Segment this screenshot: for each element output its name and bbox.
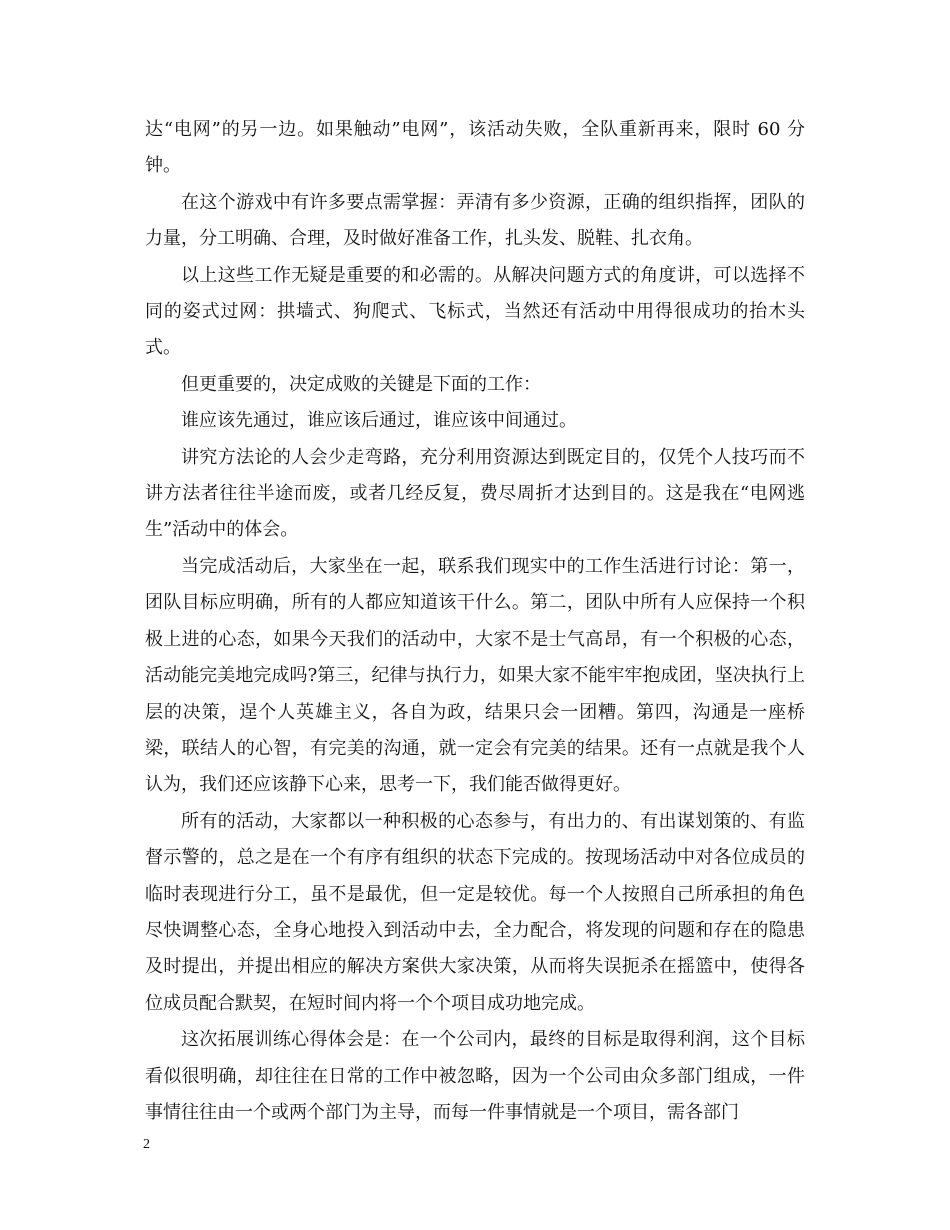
paragraph: 讲究方法论的人会少走弯路，充分利用资源达到既定目的，仅凭个人技巧而不讲方法者往往半途而废，或者几经反复，费尽周折才达到目的。这是我在“电网逃生”活动中的体会。 bbox=[145, 446, 805, 541]
paragraph: 当完成活动后，大家坐在一起，联系我们现实中的工作生活进行讨论：第一，团队目标应明确，所有的人都应知道该干什么。第二，团队中所有人应保持一个积极上进的心态，如果今天我们的活动中，大家不是士气高昂，有一个积极的心态，活动能完美地完成吗?第三，纪律与执行力，如果大家不能牢牢抱成团，坚决执行上层的决策，逞个人英雄主义，各自为政，结果只会一团糟。第四，沟通是一座桥梁，联结人的心智，有完美的沟通，就一定会有完美的结果。还有一点就是我个人认为，我们还应该静下心来，思考一下，我们能否做得更好。 bbox=[145, 555, 805, 796]
paragraph: 所有的活动，大家都以一种积极的心态参与，有出力的、有出谋划策的、有监督示警的，总之是在一个有序有组织的状态下完成的。按现场活动中对各位成员的临时表现进行分工，虽不是最优，但一定是较优。每一个人按照自己所承担的角色尽快调整心态，全身心地投入到活动中去，全力配合，将发现的问题和存在的隐患及时提出，并提出相应的解决方案供大家决策，从而将失误扼杀在摇篮中，使得各位成员配合默契，在短时间内将一个个项目成功地完成。 bbox=[145, 810, 805, 1014]
paragraph-continuation: 达“电网”的另一边。如果触动”电网”，该活动失败，全队重新再来，限时 60 分钟。 bbox=[145, 119, 805, 177]
paragraph: 谁应该先通过，谁应该后通过，谁应该中间通过。 bbox=[181, 410, 577, 432]
paragraph: 以上这些工作无疑是重要的和必需的。从解决问题方式的角度讲，可以选择不同的姿式过网：拱墙式、狗爬式、飞标式，当然还有活动中用得很成功的抬木头式。 bbox=[145, 264, 805, 359]
paragraph: 这次拓展训练心得体会是：在一个公司内，最终的目标是取得利润，这个目标看似很明确，却往往在日常的工作中被忽略，因为一个公司由众多部门组成，一件事情往往由一个或两个部门为主导，而每一件事情就是一个项目，需各部门 bbox=[145, 1029, 805, 1123]
paragraph: 在这个游戏中有许多要点需掌握：弄清有多少资源，正确的组织指挥，团队的力量，分工明确、合理，及时做好准备工作，扎头发、脱鞋、扎衣角。 bbox=[145, 191, 805, 250]
body-text bbox=[145, 112, 805, 1131]
page-number: 2 bbox=[143, 1137, 150, 1152]
paragraph: 但更重要的，决定成败的关键是下面的工作： bbox=[181, 373, 541, 395]
